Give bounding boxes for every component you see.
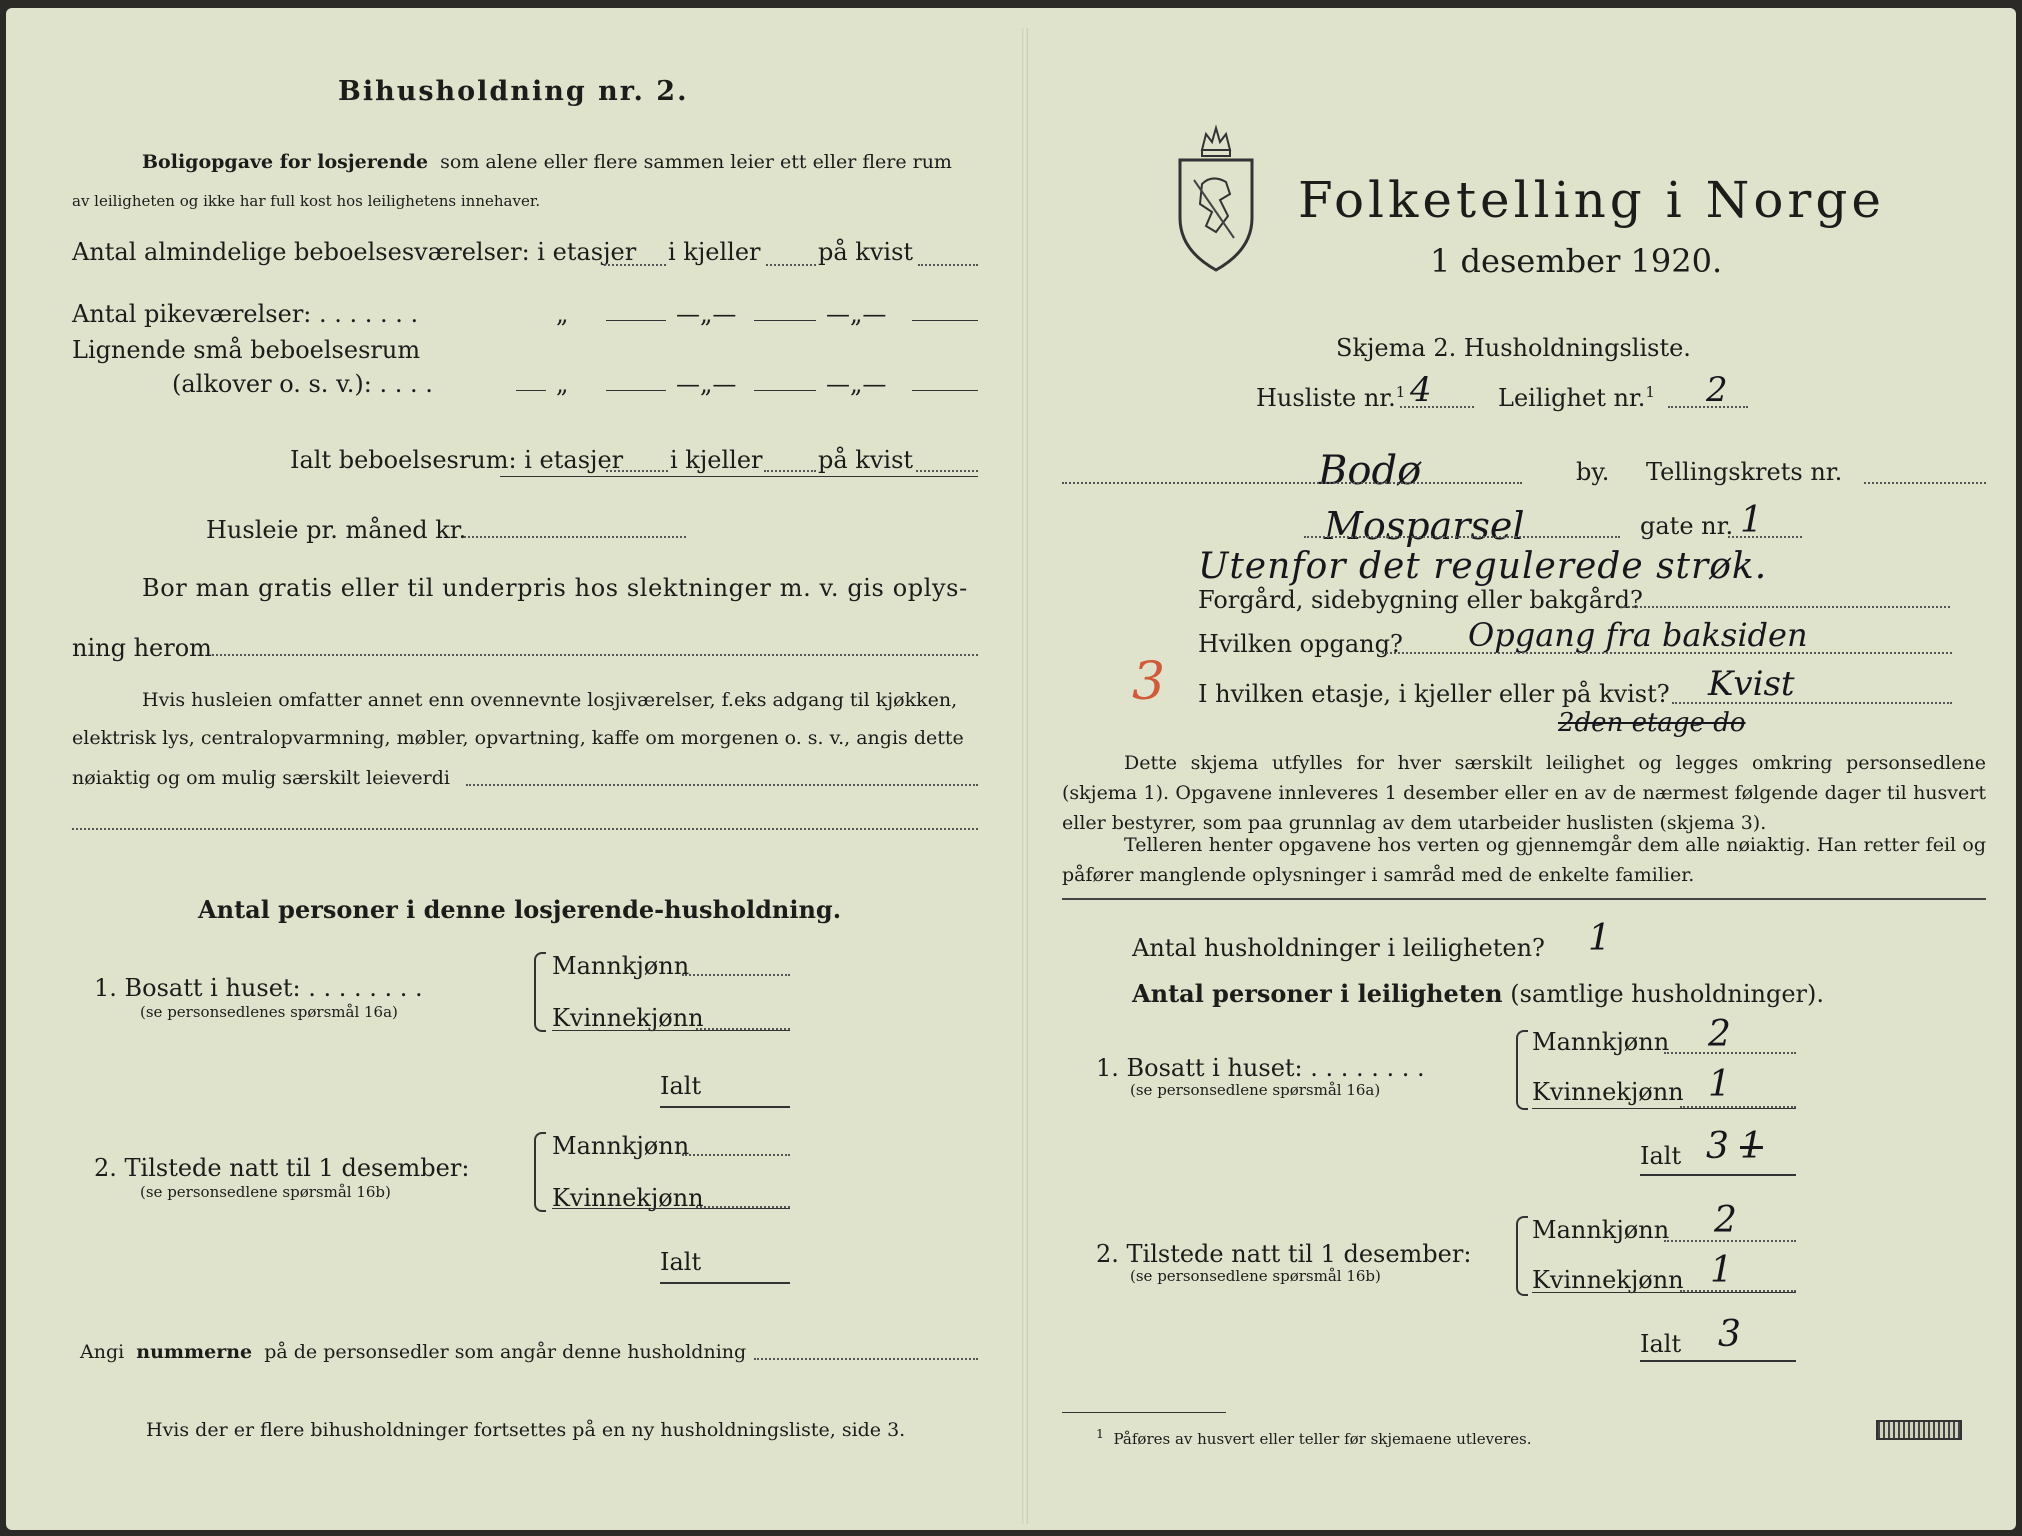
q1-sub: (se personsedlenes spørsmål 16a) (140, 1003, 398, 1021)
r-q1-ialt-value[interactable]: 3 (1706, 1126, 1729, 1167)
r-q2-label: 2. Tilstede natt til 1 desember: (1096, 1240, 1472, 1268)
r-q2-sub: (se personsedlene spørsmål 16b) (1130, 1267, 1381, 1285)
left-page: Bihusholdning nr. 2. Boligopgave for losjerende som alene eller flere sammen leier ett eller flere rum av leiligheten og ikke har full kost hos leilighetens innehaver. Antal almindelige beboelsesværelser: i etasjer i kjeller på kvist Antal pikeværelser: . . . . . . . „ —„— —„— Lignende små beboelsesrum (alkover o. s. v.): . . . . „ —„— —„— Ialt beboelsesrum: i etasjer i kjeller på kvist Husleie pr. måned kr. Bor man gratis eller til underpris hos slektninger m. v. gis oplys- ning herom Hvis husleien omfatter annet enn ovennevnte losjiværelser, f.eks adgang til kjøkken, elektrisk lys, centralopvarmning, møbler, opvartning, kaffe om morgenen o. s. v., angis dette nøiaktig og om mulig særskilt leieverdi Antal personer i denne losjerende-husholdning. 1. Bosatt i huset: . . . . . . . . (se personsedlenes spørsmål 16a) Mannkjønn Kvinnekjønn Ialt 2. Tilstede natt til 1 desember: (se personsedlene spørsmål 16b) Mannkjønn Kvinnekjønn Ialt Angi nummerne på de personsedler som angår denne husholdning Hvis der er flere bihusholdninger fortsettes på en ny husholdningsliste, side 3. (6, 8, 1022, 1530)
q2-sub: (se personsedlene spørsmål 16b) (140, 1183, 391, 1201)
r-q2-mann-value[interactable]: 2 (1714, 1200, 1737, 1241)
leilighet-value[interactable]: 2 (1706, 370, 1728, 410)
husliste-label: Husliste nr.$^1$ (1256, 383, 1406, 412)
forgard-label: Forgård, sidebygning eller bakgård? (1198, 586, 1643, 614)
norway-coat-of-arms-icon (1172, 120, 1260, 276)
angi-line: Angi nummerne på de personsedler som angår denne husholdning (80, 1341, 747, 1363)
antal-pers-line: Antal personer i leiligheten (samtlige husholdninger). (1132, 979, 1825, 1008)
r-q2-kvinne-label: Kvinnekjønn (1532, 1266, 1684, 1294)
etasje-struck: 2den etage do (1558, 708, 1746, 738)
r-q2-ialt-label: Ialt (1640, 1330, 1682, 1358)
antal-heading: Antal personer i denne losjerende-husholdning. (198, 895, 842, 924)
intro-line2: av leiligheten og ikke har full kost hos leilighetens innehaver. (72, 192, 541, 210)
opgang-label: Hvilken opgang? (1198, 630, 1403, 658)
intro-line1: Boligopgave for losjerende som alene eller flere sammen leier ett eller flere rum (142, 151, 952, 173)
husliste-value[interactable]: 4 (1410, 370, 1432, 410)
antal-hush-value[interactable]: 1 (1588, 918, 1611, 959)
para2: Telleren henter opgavene hos verten og gjennemgår dem alle nøiaktig. Han retter feil og påfører manglende oplysninger i samråd med de enkelte familier. (1062, 834, 1986, 886)
etasje-label: I hvilken etasje, i kjeller eller på kvist? (1198, 680, 1670, 708)
leilighet-label: Leilighet nr.$^1$ (1498, 383, 1655, 412)
bor-line2: ning herom (72, 634, 212, 662)
r-q1-ialt-label: Ialt (1640, 1142, 1682, 1170)
printer-stamp-icon (1876, 1420, 1962, 1440)
census-form (6, 8, 2016, 1530)
tellingskrets-label: Tellingskrets nr. (1646, 458, 1843, 486)
note-handwritten[interactable]: Utenfor det regulerede strøk. (1198, 546, 1768, 587)
q1-kvinne: Kvinnekjønn (552, 1004, 704, 1032)
etasje-value[interactable]: Kvist (1708, 664, 1795, 704)
bor-line1: Bor man gratis eller til underpris hos slektninger m. v. gis oplys- (142, 574, 968, 602)
q2-mann: Mannkjønn (552, 1132, 690, 1160)
gate-nr-value[interactable]: 1 (1740, 500, 1763, 541)
footnote: $^1$ Påføres av husvert eller teller før skjemaene utleveres. (1096, 1426, 1532, 1448)
r-q2-mann-label: Mannkjønn (1532, 1216, 1670, 1244)
gate-value[interactable]: Mosparsel (1324, 504, 1525, 548)
q1-label: 1. Bosatt i huset: . . . . . . . . (94, 974, 423, 1002)
q2-label: 2. Tilstede natt til 1 desember: (94, 1154, 470, 1182)
r-q1-mann-value[interactable]: 2 (1708, 1014, 1731, 1055)
row1-kjeller: i kjeller (668, 238, 761, 266)
hvis-line1: Hvis husleien omfatter annet enn ovennevnte losjiværelser, f.eks adgang til kjøkken, (142, 689, 958, 711)
q2-ialt: Ialt (660, 1248, 702, 1276)
para1: Dette skjema utfylles for hver særskilt leilighet og legges omkring personsedlene (skjema 1). Opgavene innleveres 1 desember eller en av de nærmest følgende dager til husvert eller bestyrer, som paa grunnlag av dem utarbeider huslisten (skjema 3). (1062, 752, 1986, 834)
left-title: Bihusholdning nr. 2. (338, 76, 689, 107)
by-value[interactable]: Bodø (1318, 448, 1422, 494)
hvis-line2: elektrisk lys, centralopvarmning, møbler, opvartning, kaffe om morgenen o. s. v., angis dette (72, 727, 964, 749)
census-date: 1 desember 1920. (1430, 242, 1723, 280)
row1-label: Antal almindelige beboelsesværelser: i etasjer (72, 238, 637, 266)
antal-hush-label: Antal husholdninger i leiligheten? (1132, 934, 1545, 962)
gate-label: gate nr. (1640, 512, 1734, 540)
skjema-label: Skjema 2. Husholdningsliste. (1336, 334, 1691, 362)
r-q2-kvinne-value[interactable]: 1 (1710, 1250, 1733, 1291)
row1-kvist: på kvist (818, 238, 914, 266)
main-title: Folketelling i Norge (1298, 171, 1885, 229)
row3-label2: (alkover o. s. v.): . . . . (172, 370, 433, 398)
q1-mann: Mannkjønn (552, 952, 690, 980)
right-page (1028, 8, 2016, 1530)
red-margin-mark: 3 (1132, 652, 1166, 712)
hvis-line3: nøiaktig og om mulig særskilt leieverdi (72, 767, 450, 789)
row2-label: Antal pikeværelser: . . . . . . . (72, 300, 419, 328)
r-q2-ialt-value[interactable]: 3 (1718, 1314, 1741, 1355)
q1-ialt: Ialt (660, 1072, 702, 1100)
q2-kvinne: Kvinnekjønn (552, 1184, 704, 1212)
ialt-kvist: på kvist (818, 446, 914, 474)
row3-label1: Lignende små beboelsesrum (72, 336, 421, 364)
r-q1-label: 1. Bosatt i huset: . . . . . . . . (1096, 1054, 1425, 1082)
husleie-label: Husleie pr. måned kr. (206, 516, 467, 544)
by-label: by. (1576, 458, 1610, 486)
r-q1-kvinne-label: Kvinnekjønn (1532, 1078, 1684, 1106)
ialt-label: Ialt beboelsesrum: i etasjer (290, 446, 624, 474)
r-q1-kvinne-value[interactable]: 1 (1708, 1064, 1731, 1105)
r-q1-ialt-struck: 1 (1740, 1126, 1763, 1167)
left-footer: Hvis der er flere bihusholdninger fortsettes på en ny husholdningsliste, side 3. (146, 1419, 906, 1441)
ialt-kjeller: i kjeller (670, 446, 763, 474)
r-q1-mann-label: Mannkjønn (1532, 1028, 1670, 1056)
r-q1-sub: (se personsedlene spørsmål 16a) (1130, 1081, 1381, 1099)
opgang-value[interactable]: Opgang fra baksiden (1468, 616, 1808, 654)
